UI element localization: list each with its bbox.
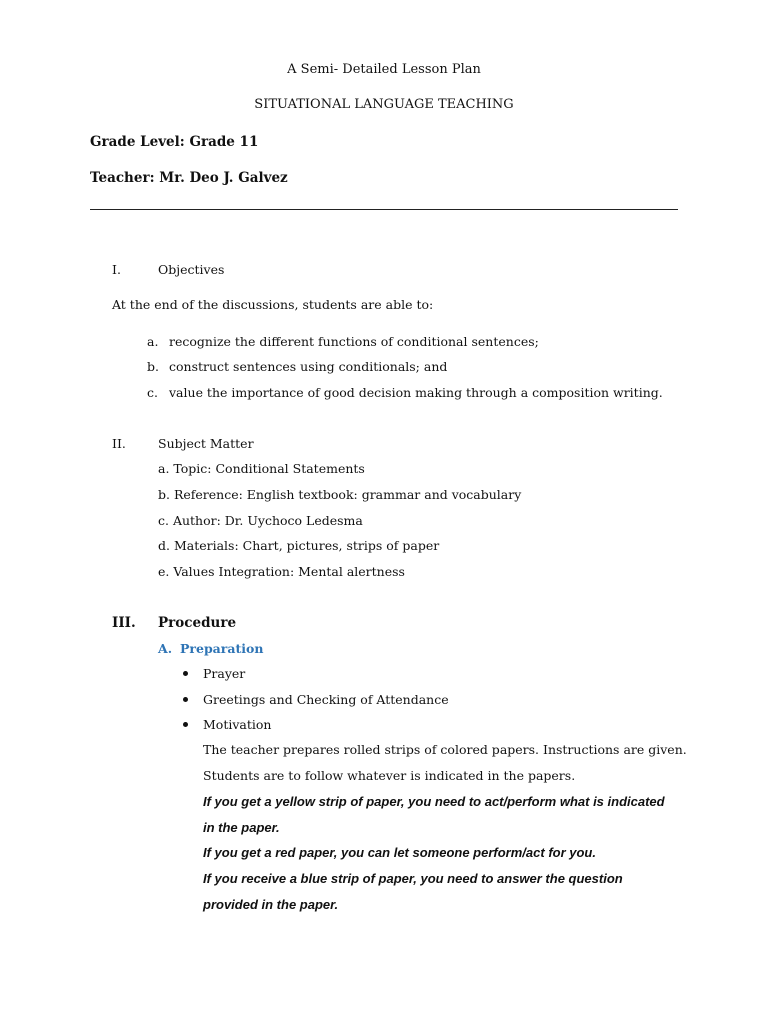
bullet-dot-icon [183, 722, 188, 727]
preparation-heading: Preparation [180, 641, 264, 656]
instruction-line: If you get a red paper, you can let someone perform/act for you. [203, 845, 596, 860]
document-title: A Semi- Detailed Lesson Plan [287, 62, 481, 77]
procedure-bullet-item: Prayer [203, 666, 246, 681]
objective-item: construct sentences using conditionals; and [169, 359, 448, 374]
procedure-bullet-item: Motivation [203, 717, 272, 732]
bullet-dot-icon [183, 697, 188, 702]
objective-item: value the importance of good decision making through a composition writing. [169, 385, 663, 400]
procedure-bullet-item: Greetings and Checking of Attendance [203, 692, 449, 707]
subject-matter-heading: Subject Matter [158, 436, 254, 451]
objectives-intro: At the end of the discussions, students are able to: [112, 297, 434, 312]
subject-matter-item: b. Reference: English textbook: grammar and vocabulary [158, 487, 522, 502]
preparation-letter: A. [158, 641, 173, 656]
objectives-heading: Objectives [158, 262, 225, 277]
document-subtitle: SITUATIONAL LANGUAGE TEACHING [254, 97, 514, 112]
subject-matter-numeral: II. [112, 436, 126, 451]
procedure-heading: Procedure [158, 615, 237, 631]
subject-matter-item: a. Topic: Conditional Statements [158, 461, 365, 476]
subject-matter-item: d. Materials: Chart, pictures, strips of paper [158, 538, 440, 553]
objective-letter: a. [147, 334, 159, 349]
objectives-numeral: I. [112, 262, 121, 277]
instruction-line: in the paper. [203, 820, 280, 835]
instruction-line: If you receive a blue strip of paper, you need to answer the question [203, 871, 623, 886]
horizontal-divider [90, 209, 678, 210]
subject-matter-item: c. Author: Dr. Uychoco Ledesma [158, 513, 363, 528]
teacher-name: Teacher: Mr. Deo J. Galvez [90, 170, 288, 186]
grade-level: Grade Level: Grade 11 [90, 134, 259, 150]
objective-item: recognize the different functions of conditional sentences; [169, 334, 539, 349]
instruction-line: If you get a yellow strip of paper, you need to act/perform what is indicated [203, 794, 665, 809]
motivation-text: The teacher prepares rolled strips of colored papers. Instructions are given. [203, 742, 687, 757]
objective-letter: c. [147, 385, 158, 400]
objective-letter: b. [147, 359, 159, 374]
motivation-text: Students are to follow whatever is indicated in the papers. [203, 768, 576, 783]
bullet-dot-icon [183, 671, 188, 676]
procedure-numeral: III. [112, 615, 136, 631]
subject-matter-item: e. Values Integration: Mental alertness [158, 564, 405, 579]
instruction-line: provided in the paper. [203, 897, 339, 912]
